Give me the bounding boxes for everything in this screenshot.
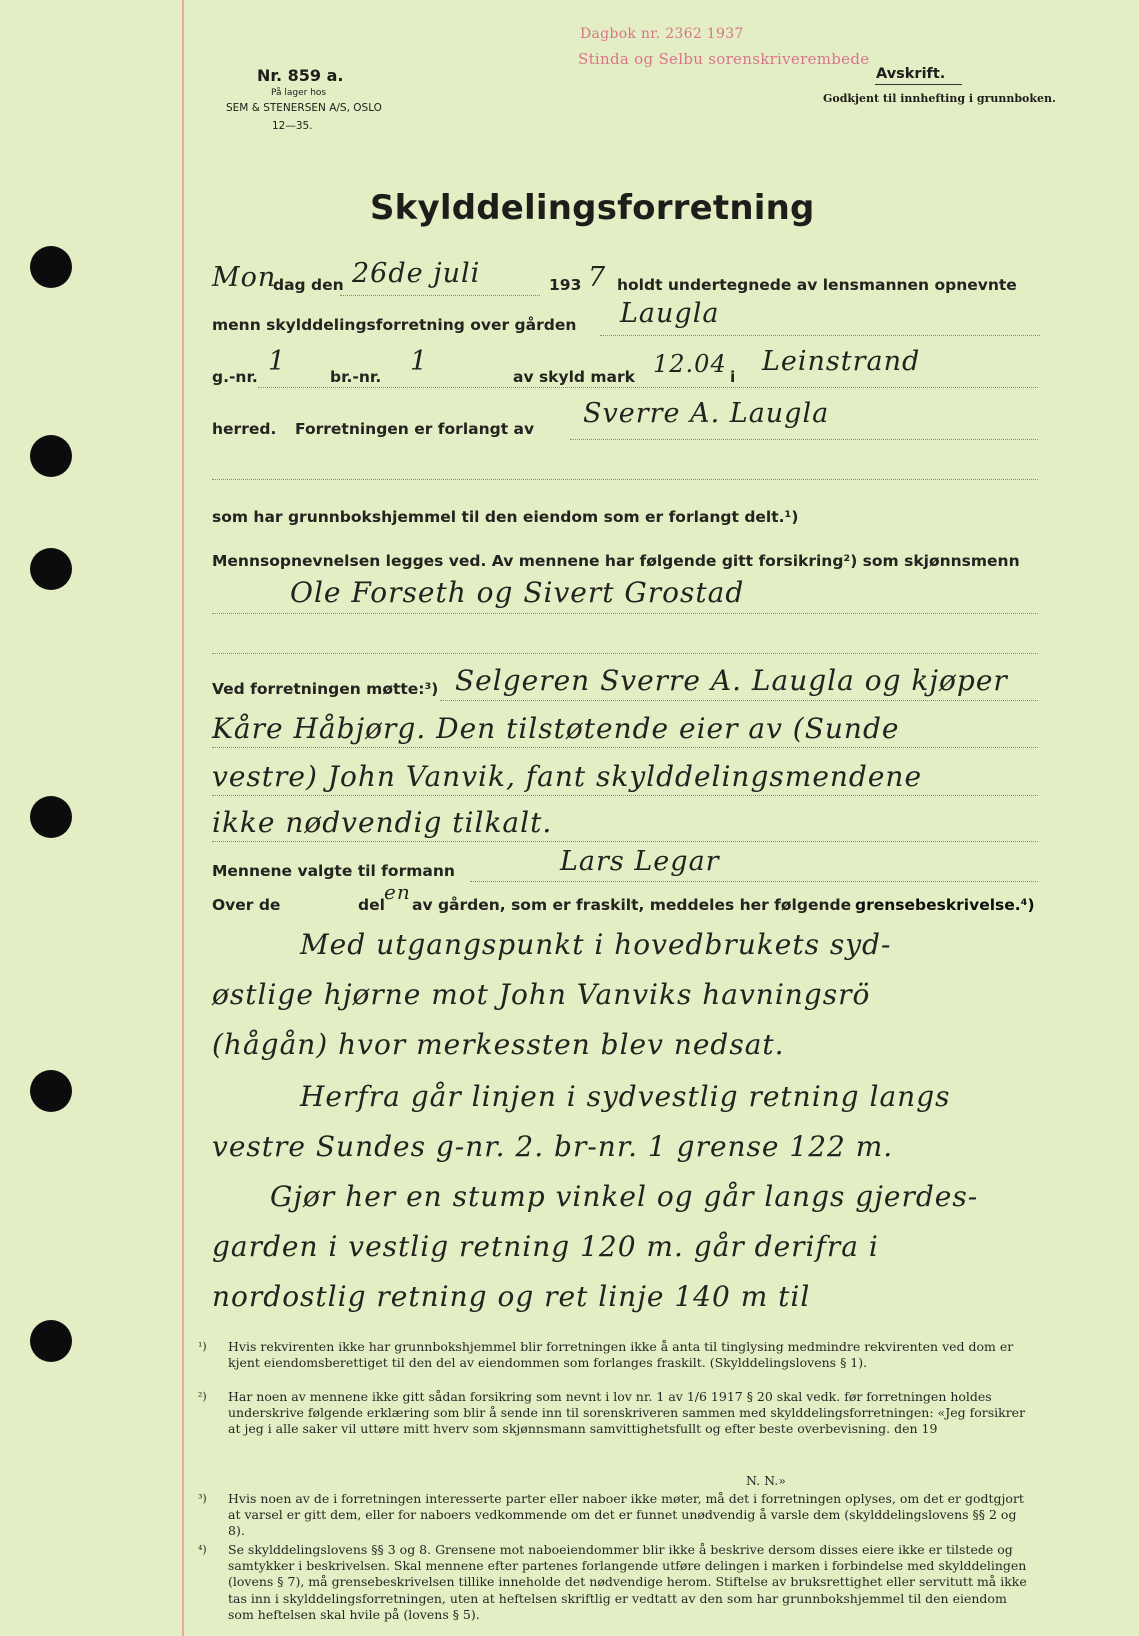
publisher-date: 12—35.	[272, 120, 313, 132]
footnote-text: Hvis rekvirenten ikke har grunnbokshjemmel blir forretningen ikke å anta til tinglysing medmindre rekvirenten ved dom er kjent eiendomsberettiget til den del av eiendommen som forlanges fraskilt. (Skylddelingslovens § 1).	[228, 1339, 1014, 1371]
footnote-text: Se skylddelingslovens §§ 3 og 8. Grensene mot naboeiendommer blir ikke å beskrive dersom disses eiere ikke er tilstede og samtykker i beskrivelsen. Skal mennene efter partenes forlangende utføre delingen i marken i forbindelse med skylddelingen (lovens § 7), må grensebeskrivelsen tillike inneholde det nødvendige herom. Stiftelse av bruksrettighet eller servitutt må ikke tas inn i skylddelingsforretningen, uten at heftelsen skriftlig er vedtatt av den som har grunnbokshjemmel til den eiendom som heftelsen skal hvile på (lovens § 5).	[228, 1542, 1027, 1622]
form-number: Nr. 859 a.	[257, 66, 344, 85]
handwritten-boundary-line: Med utgangspunkt i hovedbrukets syd-	[300, 928, 892, 961]
footnote-number: ²)	[198, 1390, 207, 1403]
form-text: Ved forretningen møtte:³)	[212, 680, 439, 698]
publisher-name: SEM & STENERSEN A/S, OSLO	[226, 102, 382, 114]
handwritten-boundary-line: vestre Sundes g-nr. 2. br-nr. 1 grense 122 m.	[212, 1130, 894, 1163]
approval-note: Godkjent til innhefting i grunnboken.	[823, 92, 1056, 105]
handwritten-year: 7	[588, 262, 607, 293]
form-text: Forretningen er forlangt av	[295, 420, 535, 438]
form-text: herred.	[212, 420, 277, 438]
handwritten-day: Mon	[212, 262, 277, 293]
form-text: br.-nr.	[330, 368, 382, 386]
punch-hole	[30, 435, 72, 477]
handwritten-boundary-line: Gjør her en stump vinkel og går langs gjerdes-	[270, 1180, 979, 1213]
punch-hole	[30, 796, 72, 838]
publisher-line: På lager hos	[271, 88, 327, 98]
footnote	[198, 1389, 1036, 1438]
footnote-text: N. N.»	[746, 1473, 786, 1488]
form-text: 193	[549, 276, 582, 294]
form-text: som har grunnbokshjemmel til den eiendom som er forlangt delt.¹)	[212, 508, 799, 526]
handwritten-boundary-line: garden i vestlig retning 120 m. går derifra i	[212, 1230, 879, 1263]
footnote-text: Har noen av mennene ikke gitt sådan forsikring som nevnt i lov nr. 1 av 1/6 1917 § 20 skal vedk. før forretningen holdes underskrive følgende erklæring som blir å sende inn til sorenskriveren sammen med skylddelingsforretningen: «Jeg forsikrer at jeg i alle saker vil uttøre mitt hverv som skjønnsmann samvittighetsfullt og efter beste overbevisning. den 19	[228, 1389, 1026, 1437]
handwritten-requester: Sverre A. Laugla	[583, 398, 830, 429]
form-text: dag den	[273, 276, 344, 294]
punch-hole	[30, 1070, 72, 1112]
form-text: Over de	[212, 896, 281, 914]
handwritten-chairman: Lars Legar	[560, 846, 720, 877]
form-text: menn skylddelingsforretning over gården	[212, 316, 577, 334]
form-text: Mennene valgte til formann	[212, 862, 455, 880]
form-text: holdt undertegnede av lensmannen opnevnte	[617, 276, 1017, 294]
handwritten-appraisers: Ole Forseth og Sivert Grostad	[290, 576, 745, 609]
handwritten-gnr: 1	[268, 346, 287, 377]
handwritten-boundary-line: nordostlig retning og ret linje 140 m til	[212, 1280, 811, 1313]
footnote-number: ⁴)	[198, 1543, 207, 1556]
handwritten-date: 26de juli	[352, 258, 481, 289]
handwritten-boundary-line: (hågån) hvor merkessten blev nedsat.	[212, 1028, 785, 1061]
punch-hole	[30, 1320, 72, 1362]
handwritten-attendees: Kåre Håbjørg. Den tilstøtende eier av (Sunde	[212, 712, 900, 745]
form-text: av skyld mark	[513, 368, 635, 386]
handwritten-boundary-line: Herfra går linjen i sydvestlig retning langs	[300, 1080, 951, 1113]
handwritten-suffix: en	[384, 880, 411, 904]
punch-hole	[30, 548, 72, 590]
page-title: Skylddelingsforretning	[370, 188, 815, 228]
footnote-text: Hvis noen av de i forretningen interesserte parter eller naboer ikke møter, må det i forretningen oplyses, om det er godtgjort at varsel er gitt dem, eller for naboers vedkommende om det er funnet unødvendig å varsle dem (skylddelingslovens §§ 2 og 8).	[228, 1491, 1024, 1539]
handwritten-boundary-line: østlige hjørne mot John Vanviks havningsrö	[212, 978, 871, 1011]
handwritten-district: Leinstrand	[762, 346, 921, 377]
footnote	[198, 1491, 1036, 1540]
handwritten-brnr: 1	[410, 346, 429, 377]
footnote-number: ¹)	[198, 1340, 207, 1353]
punch-hole	[30, 246, 72, 288]
copy-underline	[875, 84, 962, 85]
form-text: g.-nr.	[212, 368, 258, 386]
footnote	[198, 1542, 1036, 1623]
form-text: del	[358, 896, 385, 914]
boundary-heading: grensebeskrivelse.⁴)	[855, 896, 1035, 914]
margin-rule	[182, 0, 184, 1636]
footnote	[198, 1339, 1036, 1371]
handwritten-attendees: Selgeren Sverre A. Laugla og kjøper	[455, 664, 1008, 697]
footnote	[206, 1473, 1036, 1489]
footnote-number: ³)	[198, 1492, 207, 1505]
copy-label: Avskrift.	[876, 66, 946, 82]
handwritten-skyld: 12.04	[653, 350, 727, 378]
handwritten-farm: Laugla	[620, 298, 720, 329]
handwritten-attendees: ikke nødvendig tilkalt.	[212, 806, 553, 839]
handwritten-attendees: vestre) John Vanvik, fant skylddelingsmendene	[212, 760, 923, 793]
form-text: i	[730, 368, 736, 386]
form-text: av gården, som er fraskilt, meddeles her følgende	[412, 896, 852, 914]
form-text: Mennsopnevnelsen legges ved. Av mennene har følgende gitt forsikring²) som skjønnsmenn	[212, 552, 1020, 570]
court-stamp: Stinda og Selbu sorenskriverembede	[578, 50, 870, 68]
journal-stamp: Dagbok nr. 2362 1937	[580, 26, 744, 42]
